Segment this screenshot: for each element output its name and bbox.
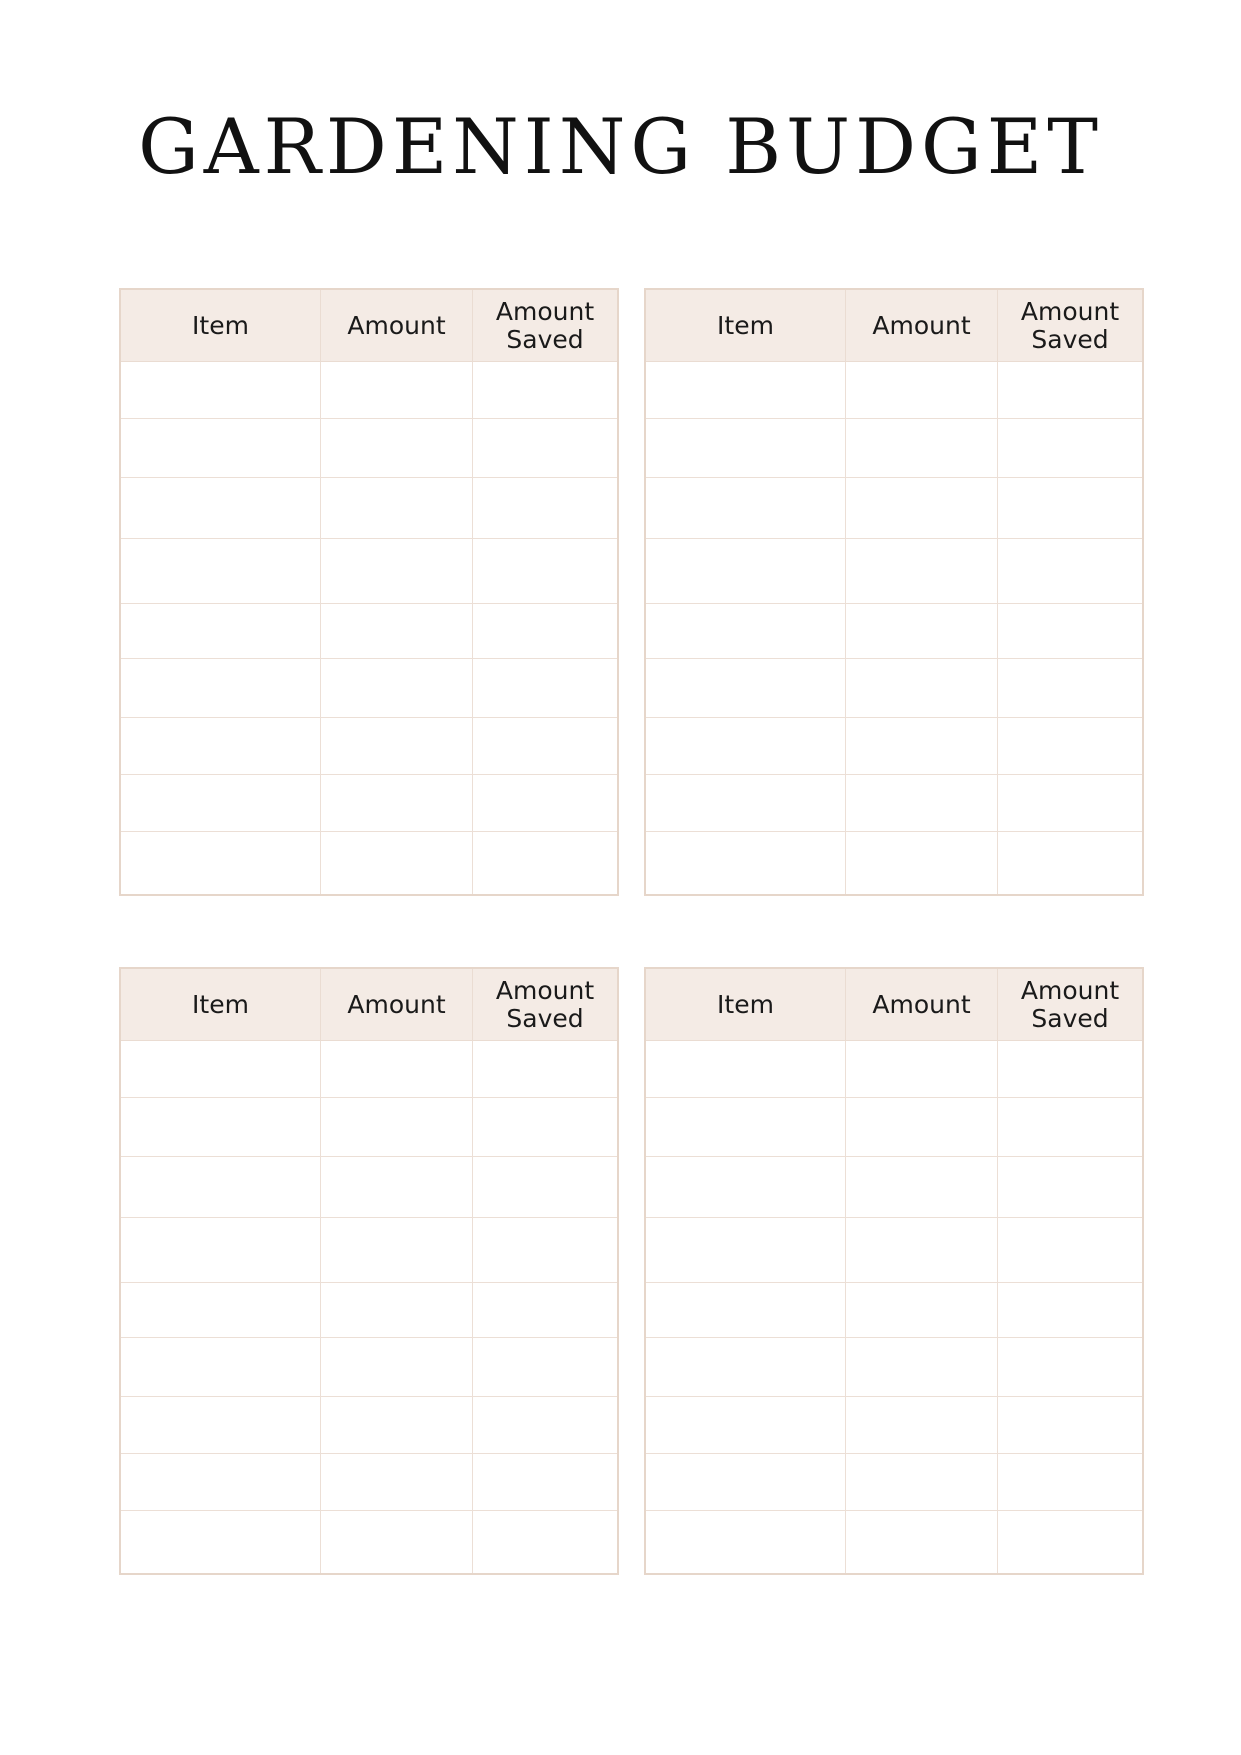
table-row (121, 717, 618, 774)
table-row (646, 831, 1143, 894)
table-row (646, 1097, 1143, 1156)
cell-item[interactable] (121, 774, 321, 831)
cell-amount[interactable] (846, 774, 998, 831)
cell-item[interactable] (121, 1217, 321, 1282)
cell-item[interactable] (646, 1453, 846, 1510)
cell-amount-saved[interactable] (998, 717, 1143, 774)
cell-item[interactable] (121, 1156, 321, 1217)
table-row (121, 604, 618, 659)
table-row (646, 1396, 1143, 1453)
table-row (646, 1510, 1143, 1573)
header-amount-saved-line1: Amount (495, 975, 595, 1005)
cell-item[interactable] (646, 1283, 846, 1338)
table-header-row (121, 290, 618, 362)
cell-amount[interactable] (321, 1217, 473, 1282)
header-item: Item (121, 969, 321, 1041)
header-amount-saved (998, 290, 1143, 362)
cell-amount[interactable] (846, 418, 998, 477)
cell-item[interactable] (646, 1156, 846, 1217)
cell-item[interactable] (121, 477, 321, 538)
header-amount-saved (473, 290, 618, 362)
cell-amount-saved[interactable] (473, 1283, 618, 1338)
cell-item[interactable] (121, 717, 321, 774)
header-amount-saved-line1: Amount (1020, 296, 1120, 326)
header-amount: Amount (846, 969, 998, 1041)
cell-amount-saved[interactable] (473, 1217, 618, 1282)
cell-item[interactable] (646, 1337, 846, 1396)
budget-table-1 (120, 289, 618, 895)
cell-amount[interactable] (846, 1453, 998, 1510)
table-row (121, 1396, 618, 1453)
cell-amount-saved[interactable] (473, 774, 618, 831)
cell-amount[interactable] (321, 477, 473, 538)
cell-amount[interactable] (321, 831, 473, 894)
table-row (646, 1217, 1143, 1282)
cell-amount-saved[interactable] (998, 1453, 1143, 1510)
header-item: Item (646, 969, 846, 1041)
header-amount-saved-line2: Saved (506, 1003, 584, 1033)
cell-amount-saved[interactable] (998, 658, 1143, 717)
table-row (646, 658, 1143, 717)
table-row (121, 1283, 618, 1338)
cell-amount[interactable] (321, 604, 473, 659)
budget-table-3 (120, 968, 618, 1574)
cell-amount-saved[interactable] (998, 1217, 1143, 1282)
header-amount-saved-line2: Saved (506, 324, 584, 354)
cell-item[interactable] (646, 604, 846, 659)
cell-item[interactable] (121, 1396, 321, 1453)
header-amount-saved-line2: Saved (1031, 324, 1109, 354)
cell-amount[interactable] (846, 1217, 998, 1282)
table-row (646, 1156, 1143, 1217)
cell-amount[interactable] (846, 1283, 998, 1338)
cell-item[interactable] (121, 418, 321, 477)
table-row (121, 538, 618, 603)
cell-item[interactable] (646, 538, 846, 603)
cell-amount[interactable] (846, 831, 998, 894)
cell-item[interactable] (121, 831, 321, 894)
cell-amount-saved[interactable] (998, 1337, 1143, 1396)
cell-amount[interactable] (321, 1453, 473, 1510)
table-header-row (646, 290, 1143, 362)
cell-amount[interactable] (321, 538, 473, 603)
table-row (121, 1217, 618, 1282)
cell-amount-saved[interactable] (473, 1453, 618, 1510)
cell-amount[interactable] (321, 362, 473, 419)
cell-amount-saved[interactable] (473, 717, 618, 774)
cell-amount-saved[interactable] (473, 418, 618, 477)
cell-amount-saved[interactable] (473, 658, 618, 717)
header-amount-saved-line2: Saved (1031, 1003, 1109, 1033)
cell-amount-saved[interactable] (998, 1283, 1143, 1338)
table-row (121, 658, 618, 717)
cell-item[interactable] (121, 1453, 321, 1510)
table-header-row (646, 969, 1143, 1041)
table-row (646, 1337, 1143, 1396)
cell-amount-saved[interactable] (473, 362, 618, 419)
cell-amount-saved[interactable] (998, 1510, 1143, 1573)
cell-amount-saved[interactable] (998, 1156, 1143, 1217)
table-row (646, 477, 1143, 538)
cell-amount-saved[interactable] (473, 1337, 618, 1396)
header-item: Item (121, 290, 321, 362)
cell-amount[interactable] (846, 1337, 998, 1396)
cell-item[interactable] (121, 362, 321, 419)
table-body (121, 362, 618, 895)
cell-amount-saved[interactable] (473, 1097, 618, 1156)
cell-amount[interactable] (321, 1396, 473, 1453)
cell-amount-saved[interactable] (998, 774, 1143, 831)
cell-amount[interactable] (846, 1510, 998, 1573)
cell-amount-saved[interactable] (998, 604, 1143, 659)
table-body (646, 1041, 1143, 1574)
table-row (121, 1337, 618, 1396)
header-amount-saved (473, 969, 618, 1041)
page-title: GARDENING BUDGET (138, 102, 1103, 191)
table-row (646, 362, 1143, 419)
cell-item[interactable] (646, 362, 846, 419)
cell-item[interactable] (121, 1041, 321, 1098)
cell-item[interactable] (646, 774, 846, 831)
cell-amount[interactable] (321, 1337, 473, 1396)
budget-table-2 (645, 289, 1143, 895)
header-amount: Amount (846, 290, 998, 362)
cell-amount-saved[interactable] (473, 538, 618, 603)
table-body (646, 362, 1143, 895)
cell-amount-saved[interactable] (473, 1041, 618, 1098)
cell-amount[interactable] (321, 1041, 473, 1098)
cell-amount[interactable] (846, 658, 998, 717)
cell-item[interactable] (121, 658, 321, 717)
table-row (121, 362, 618, 419)
table-row (646, 717, 1143, 774)
cell-amount[interactable] (846, 1156, 998, 1217)
cell-amount[interactable] (321, 418, 473, 477)
header-amount: Amount (321, 969, 473, 1041)
cell-amount-saved[interactable] (998, 477, 1143, 538)
cell-amount[interactable] (321, 658, 473, 717)
cell-item[interactable] (646, 658, 846, 717)
cell-amount[interactable] (846, 477, 998, 538)
table-header-row (121, 969, 618, 1041)
cell-amount-saved[interactable] (473, 831, 618, 894)
table-row (121, 774, 618, 831)
table-row (646, 1453, 1143, 1510)
table-row (646, 418, 1143, 477)
header-item: Item (646, 290, 846, 362)
table-row (121, 477, 618, 538)
cell-amount-saved[interactable] (998, 538, 1143, 603)
header-amount: Amount (321, 290, 473, 362)
cell-amount[interactable] (846, 1097, 998, 1156)
cell-amount-saved[interactable] (473, 1156, 618, 1217)
cell-item[interactable] (646, 1396, 846, 1453)
cell-amount-saved[interactable] (998, 831, 1143, 894)
cell-amount[interactable] (321, 1097, 473, 1156)
cell-item[interactable] (121, 1097, 321, 1156)
cell-item[interactable] (646, 1217, 846, 1282)
cell-amount[interactable] (846, 717, 998, 774)
table-row (121, 1156, 618, 1217)
cell-item[interactable] (121, 604, 321, 659)
header-amount-saved-line1: Amount (495, 296, 595, 326)
cell-item[interactable] (646, 477, 846, 538)
table-row (121, 1097, 618, 1156)
cell-item[interactable] (646, 831, 846, 894)
cell-amount[interactable] (321, 774, 473, 831)
table-row (646, 604, 1143, 659)
cell-amount[interactable] (846, 1396, 998, 1453)
header-amount-saved (998, 969, 1143, 1041)
cell-item[interactable] (646, 418, 846, 477)
budget-table-4 (645, 968, 1143, 1574)
cell-amount[interactable] (321, 1283, 473, 1338)
table-row (646, 1283, 1143, 1338)
cell-item[interactable] (121, 1283, 321, 1338)
table-row (646, 774, 1143, 831)
cell-item[interactable] (121, 1337, 321, 1396)
cell-amount-saved[interactable] (473, 1510, 618, 1573)
cell-item[interactable] (121, 1510, 321, 1573)
cell-amount-saved[interactable] (473, 604, 618, 659)
cell-amount-saved[interactable] (998, 362, 1143, 419)
cell-amount-saved[interactable] (473, 1396, 618, 1453)
cell-amount[interactable] (321, 717, 473, 774)
header-amount-saved-line1: Amount (1020, 975, 1120, 1005)
cell-amount[interactable] (846, 362, 998, 419)
cell-item[interactable] (646, 1510, 846, 1573)
table-row (121, 1510, 618, 1573)
cell-item[interactable] (121, 538, 321, 603)
cell-item[interactable] (646, 1041, 846, 1098)
cell-amount[interactable] (846, 604, 998, 659)
cell-amount[interactable] (846, 1041, 998, 1098)
cell-amount[interactable] (846, 538, 998, 603)
cell-amount-saved[interactable] (998, 1041, 1143, 1098)
cell-amount-saved[interactable] (473, 477, 618, 538)
table-row (121, 1041, 618, 1098)
table-row (121, 1453, 618, 1510)
cell-amount[interactable] (321, 1510, 473, 1573)
cell-amount[interactable] (321, 1156, 473, 1217)
cell-item[interactable] (646, 717, 846, 774)
cell-item[interactable] (646, 1097, 846, 1156)
cell-amount-saved[interactable] (998, 418, 1143, 477)
table-body (121, 1041, 618, 1574)
table-row (121, 831, 618, 894)
table-row (646, 538, 1143, 603)
table-row (646, 1041, 1143, 1098)
cell-amount-saved[interactable] (998, 1396, 1143, 1453)
cell-amount-saved[interactable] (998, 1097, 1143, 1156)
table-row (121, 418, 618, 477)
